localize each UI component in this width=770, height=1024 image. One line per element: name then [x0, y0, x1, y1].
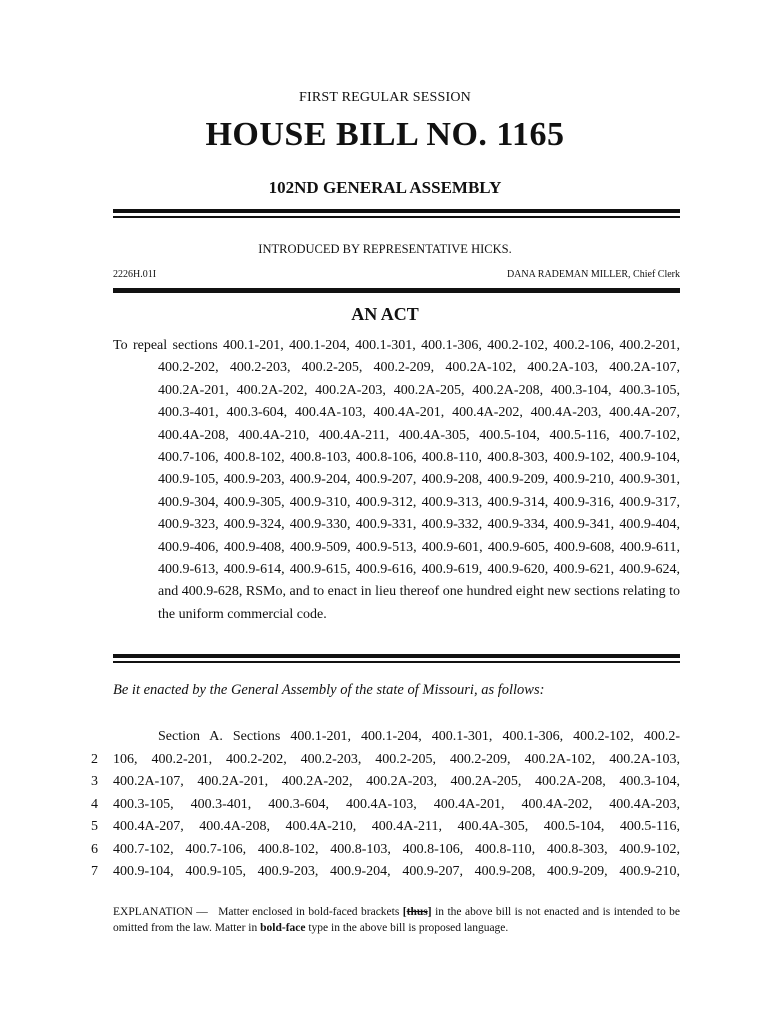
header-rule-thin	[113, 216, 680, 218]
introduced-by: INTRODUCED BY REPRESENTATIVE HICKS.	[258, 242, 512, 256]
enacting-clause: Be it enacted by the General Assembly of the state of Missouri, as follows:	[113, 682, 545, 698]
line-number: 5	[91, 819, 98, 834]
reference-code: 2226H.01I	[113, 269, 157, 280]
chief-clerk: DANA RADEMAN MILLER, Chief Clerk	[506, 269, 680, 280]
explanation-lead: EXPLANATION —	[113, 906, 208, 918]
header-rule-thick	[113, 209, 680, 213]
bold-face-example: bold-face	[260, 922, 306, 934]
section-line	[91, 839, 680, 861]
line-number: 4	[91, 796, 98, 812]
act-body	[113, 335, 680, 626]
section-line	[91, 816, 680, 838]
act-title: AN ACT	[351, 304, 419, 324]
section-line	[91, 794, 680, 816]
act-text: To repeal sections 400.1-201, 400.1-204, 400.1-301, 400.1-306, 400.2-102, 400.2-106, 400.2-201, 400.2-202, 400.2-203, 400.2-205, 400.2-209, 400.2A-102, 400.2A-103, 400.2A-107, 400.2A-201, 400.2A-202, 400.2A-203, 400.2A-205, 400.2A-208, 400.3-104, 400.3-105, 400.3-401, 400.3-604, 400.4A-103, 400.4A-201, 400.4A-202, 400.4A-203, 400.4A-207, 400.4A-208, 400.4A-210, 400.4A-211, 400.4A-305, 400.5-104, 400.5-116, 400.7-102, 400.7-106, 400.8-102, 400.8-103, 400.8-106, 400.8-110, 400.8-303, 400.9-102, 400.9-104, 400.9-105, 400.9-203, 400.9-204, 400.9-207, 400.9-208, 400.9-209, 400.9-210, 400.9-301, 400.9-304, 400.9-305, 400.9-310, 400.9-312, 400.9-313, 400.9-314, 400.9-316, 400.9-317, 400.9-323, 400.9-324, 400.9-330, 400.9-331, 400.9-332, 400.9-334, 400.9-341, 400.9-404, 400.9-406, 400.9-408, 400.9-509, 400.9-513, 400.9-601, 400.9-605, 400.9-608, 400.9-611, 400.9-613, 400.9-614, 400.9-615, 400.9-616, 400.9-619, 400.9-620, 400.9-621, 400.9-624, and 400.9-628, RSMo, and to enact in lieu thereof one hundred eight new sections relating to the uniform commercial code.	[113, 338, 680, 622]
explanation-part1: Matter enclosed in bold-faced brackets	[218, 906, 400, 918]
section-line-text: 400.4A-207, 400.4A-208, 400.4A-210, 400.4A-211, 400.4A-305, 400.5-104, 400.5-116,	[113, 819, 680, 834]
section-line-text: 106, 400.2-201, 400.2-202, 400.2-203, 400.2-205, 400.2-209, 400.2A-102, 400.2A-103,	[113, 751, 680, 767]
explanation-note	[113, 904, 680, 936]
session-label: FIRST REGULAR SESSION	[299, 90, 471, 105]
line-number: 6	[91, 841, 98, 857]
section-line-text: 400.3-105, 400.3-401, 400.3-604, 400.4A-103, 400.4A-201, 400.4A-202, 400.4A-203,	[113, 796, 680, 812]
section-line	[91, 771, 680, 793]
section-line-text: Section A. Sections 400.1-201, 400.1-204, 400.1-301, 400.1-306, 400.2-102, 400.2-	[158, 729, 680, 744]
explanation-part2: in the above bill is not enacted and is intended to be omitted from the law. Matter in	[113, 906, 681, 934]
act-bottom-rule-thin	[113, 661, 680, 663]
line-number: 3	[91, 774, 98, 789]
bill-title: HOUSE BILL NO. 1165	[205, 116, 565, 153]
bracket-open: [	[402, 906, 407, 918]
struck-example: thus	[406, 906, 428, 918]
section-line	[91, 861, 680, 883]
section-line-text: 400.7-102, 400.7-106, 400.8-102, 400.8-103, 400.8-106, 400.8-110, 400.8-303, 400.9-102,	[113, 841, 680, 857]
explanation-part3: type in the above bill is proposed language.	[308, 922, 509, 934]
bracket-close: ]	[427, 906, 432, 918]
section-line-text: 400.9-104, 400.9-105, 400.9-203, 400.9-204, 400.9-207, 400.9-208, 400.9-209, 400.9-210,	[113, 864, 680, 879]
assembly-label: 102ND GENERAL ASSEMBLY	[268, 178, 502, 197]
section-line	[91, 749, 680, 771]
line-number: 2	[91, 751, 98, 767]
act-bottom-rule-thick	[113, 654, 680, 658]
section-line-text: 400.2A-107, 400.2A-201, 400.2A-202, 400.2A-203, 400.2A-205, 400.2A-208, 400.3-104,	[113, 774, 680, 789]
line-number: 7	[91, 864, 98, 879]
act-rule	[113, 288, 680, 293]
section-line	[113, 726, 680, 748]
